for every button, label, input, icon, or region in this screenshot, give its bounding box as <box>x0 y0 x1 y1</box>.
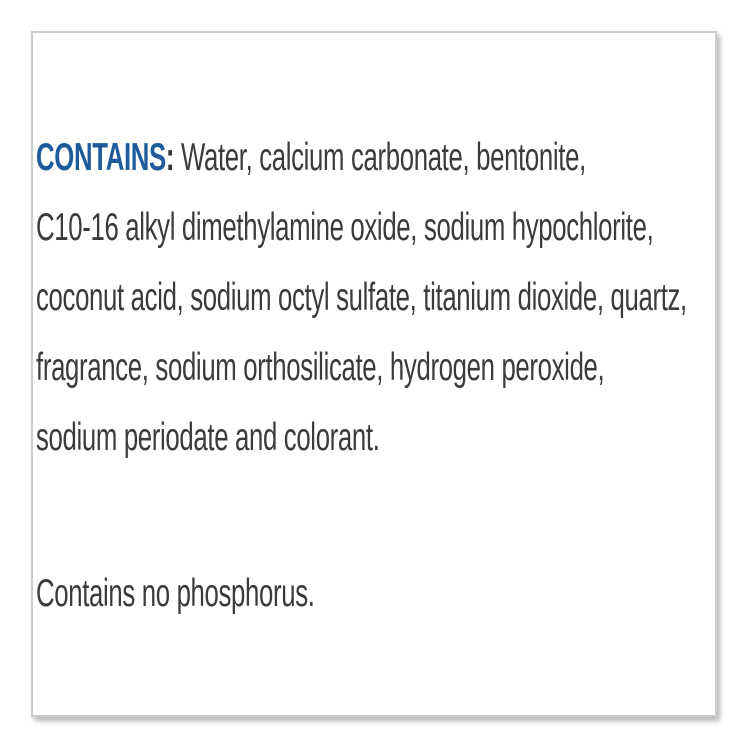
contains-heading: CONTAINS <box>36 136 166 179</box>
ingredients-line <box>36 123 586 193</box>
ingredients-line: coconut acid, sodium octyl sulfate, titanium dioxide, quartz, <box>36 276 687 319</box>
ingredients-line: fragrance, sodium orthosilicate, hydrogen peroxide, <box>36 346 605 389</box>
contains-heading-separator: : <box>165 136 175 179</box>
phosphorus-note: Contains no phosphorus. <box>36 572 315 615</box>
ingredients-line: C10-16 alkyl dimethylamine oxide, sodium hypochlorite, <box>36 206 654 249</box>
ingredient-label-card <box>31 31 717 717</box>
ingredients-line: sodium periodate and colorant. <box>36 416 380 459</box>
ingredients-line-text: Water, calcium carbonate, bentonite, <box>174 136 586 179</box>
label-text-content <box>36 33 715 629</box>
